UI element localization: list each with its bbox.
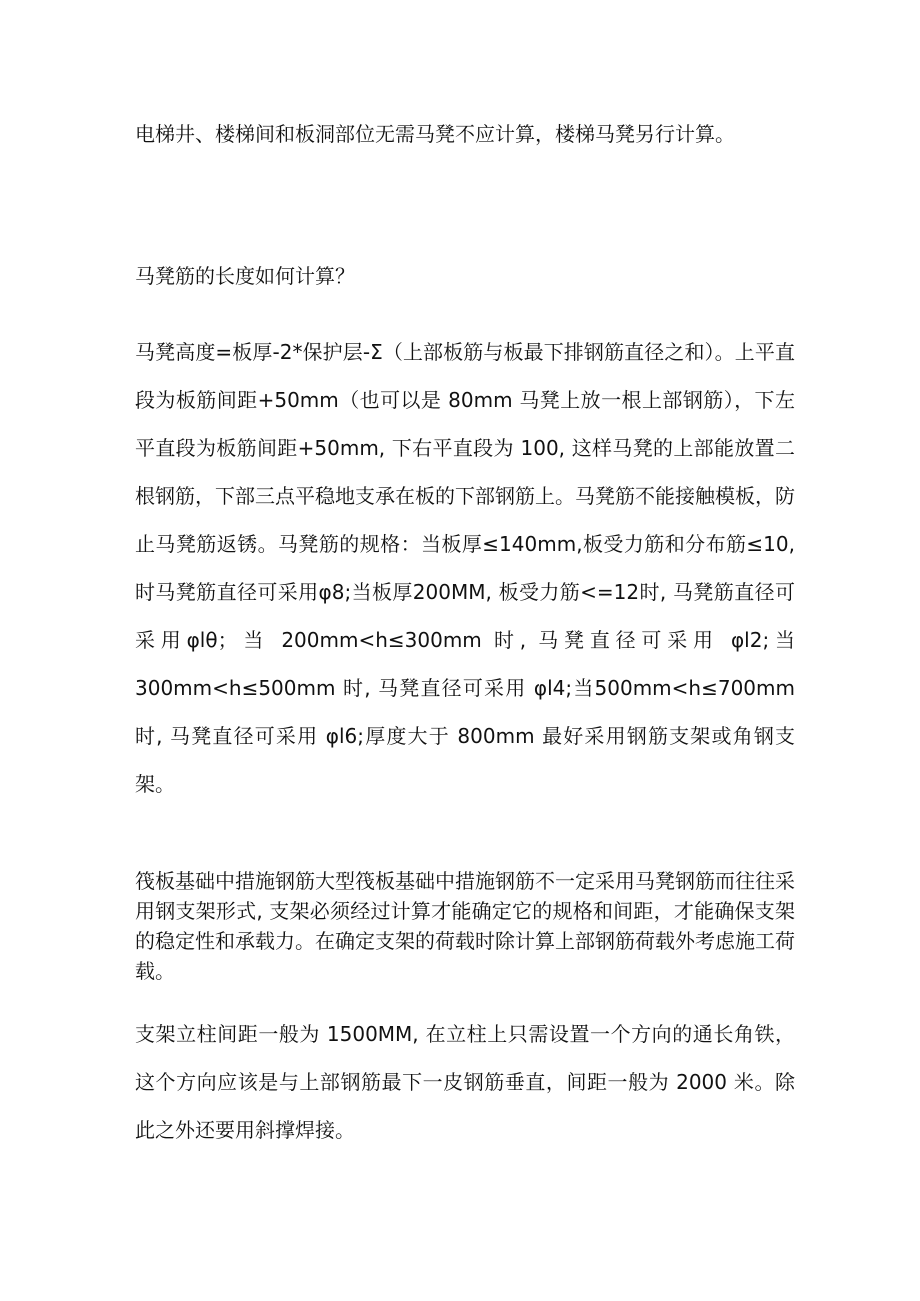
paragraph-support-spacing: 支架立柱间距一般为 1500MM, 在立柱上只需设置一个方向的通长角铁，这个方向应该是与上部钢筋最下一皮钢筋垂直，间距一般为 2000 米。除此之外还要用斜撑焊接。 xyxy=(135,1022,795,1142)
paragraph-raft-foundation: 筏板基础中措施钢筋大型筏板基础中措施钢筋不一定采用马凳钢筋而往往采用钢支架形式, 支架必须经过计算才能确定它的规格和间距，才能确保支架的稳定性和承载力。在确定支架的荷载时除计算上部钢筋荷载外考虑施工荷载。 xyxy=(135,869,795,983)
section-heading-rebar-length: 马凳筋的长度如何计算？ xyxy=(135,264,355,288)
paragraph-elevator-note: 电梯井、楼梯间和板洞部位无需马凳不应计算，楼梯马凳另行计算。 xyxy=(135,122,735,146)
paragraph-rebar-calculation: 马凳高度=板厚-2*保护层-Σ（上部板筋与板最下排钢筋直径之和）。上平直段为板筋间距+50mm（也可以是 80mm 马凳上放一根上部钢筋），下左平直段为板筋间距+50mm, 下右平直段为 100, 这样马凳的上部能放置二根钢筋，下部三点平稳地支承在板的下部钢筋上。马凳筋不能接触模板，防止马凳筋返锈。马凳筋的规格：当板厚≤140mm,板受力筋和分布筋≤10,时马凳筋直径可采用φ8;当板厚200MM, 板受力筋<=12时, 马凳筋直径可采用φlθ；当 200mm<h≤300mm 时, 马凳直径可采用 φl2;当 300mm<h≤500mm 时, 马凳直径可采用 φl4;当500mm<h≤700mm时, 马凳直径可采用 φl6;厚度大于 800mm 最好采用钢筋支架或角钢支架。 xyxy=(135,340,795,796)
